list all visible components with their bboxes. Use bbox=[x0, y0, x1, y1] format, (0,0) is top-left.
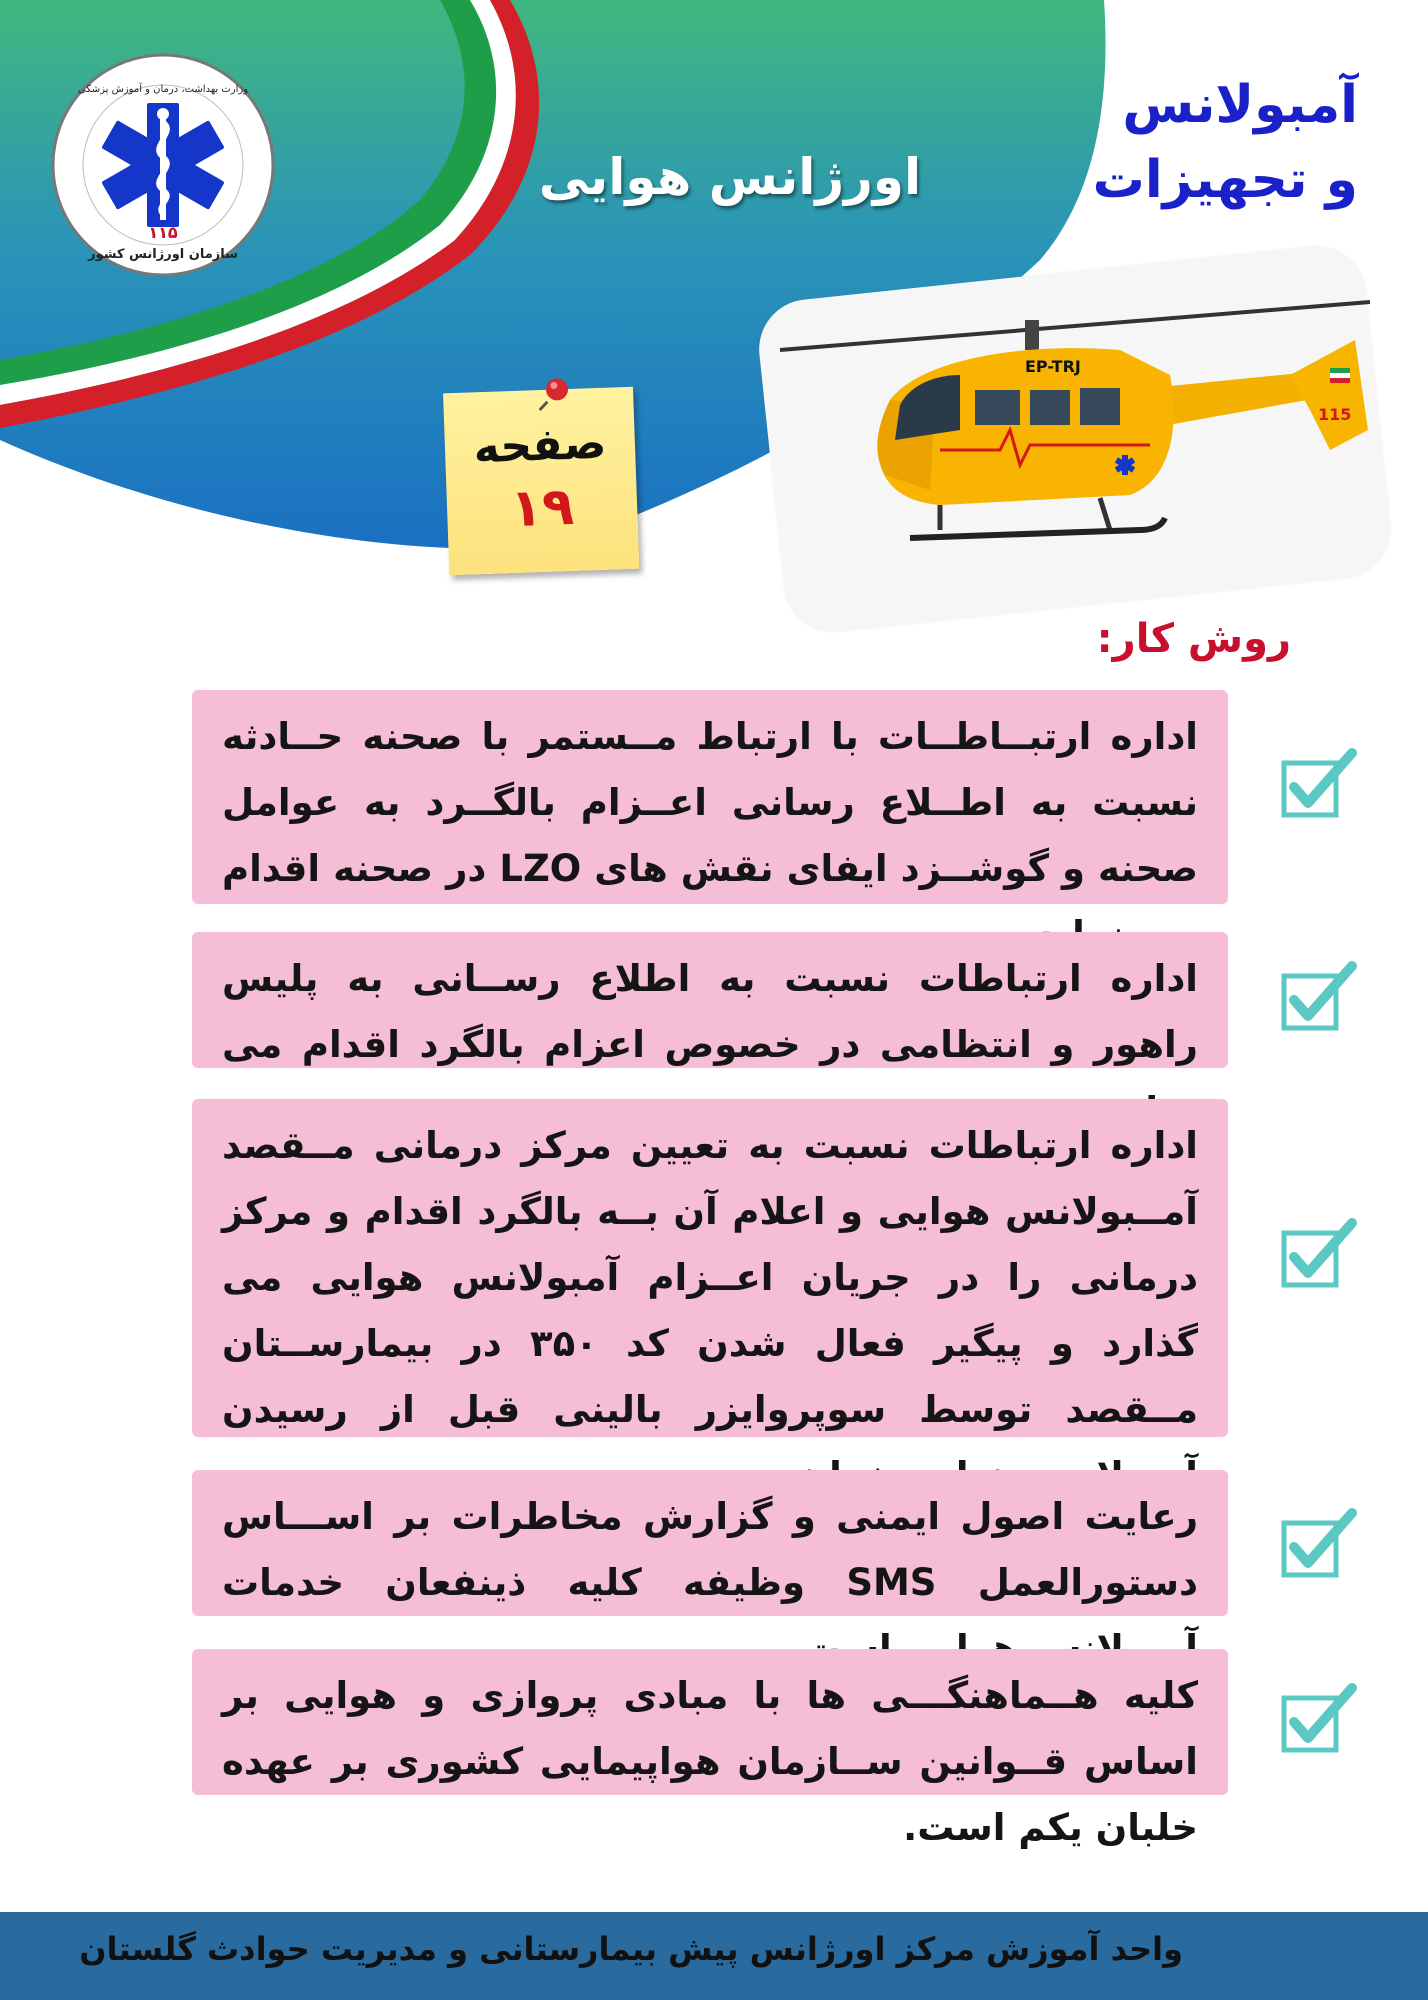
category-title-line-1: آمبولانس bbox=[1122, 75, 1358, 135]
emergency-organization-logo bbox=[50, 52, 276, 278]
checkbox-checked-icon bbox=[1280, 1505, 1360, 1585]
page-number: ۱۹ bbox=[509, 476, 575, 540]
category-title-line-2: و تجهیزات bbox=[1092, 150, 1358, 211]
page-label: صفحه bbox=[472, 417, 608, 474]
logo-top-text: وزارت بهداشت، درمان و آموزش پزشکی bbox=[77, 84, 249, 95]
footer-bar bbox=[0, 1912, 1428, 2000]
logo-bottom-text: سازمان اورژانس کشور bbox=[88, 247, 238, 262]
procedure-item bbox=[192, 1099, 1228, 1437]
procedure-item bbox=[192, 1470, 1228, 1616]
procedure-item-text: اداره ارتباطات نسبت به اطلاع رســانی به پلیس راهور و انتظامی در خصوص اعزام بالگرد اقدام می bbox=[222, 957, 1198, 1066]
checkbox-checked-icon bbox=[1280, 958, 1360, 1038]
procedure-item-text: کلیه هــماهنگـــی ها با مبادی پروازی و هوایی بر اساس قــوانین ســازمان هواپیمایی کشوری بر عهده خلبان یکم است. bbox=[222, 1674, 1198, 1849]
helicopter-registration: EP-TRJ bbox=[1025, 357, 1081, 376]
page-title: اورژانس هوایی bbox=[538, 148, 922, 206]
category-title bbox=[1058, 68, 1358, 219]
procedure-item bbox=[192, 1649, 1228, 1849]
procedure-item-text: رعایت اصول ایمنی و گزارش مخاطرات بر اســـاس دستورالعمل SMS وظیفه کلیه ذینفعان خدمات bbox=[222, 1495, 1199, 1604]
section-heading: روش کار: bbox=[1096, 616, 1291, 662]
procedure-item-text: اداره ارتبــاطــات با ارتباط مــستمر با صحنه حــادثه نسبت به اطــلاع رسانی اعــزام بالگــرد به عوامل صحنه و گوشــزد ایفای نقش های LZO در صحنه اقدام bbox=[222, 715, 1198, 890]
checkbox-checked-icon bbox=[1280, 1215, 1360, 1295]
procedure-item-text: اداره ارتباطات نسبت به تعیین مرکز درمانی مــقصد آمــبولانس هوایی و اعلام آن بــه بالگرد اقدام و مرکز درمانی را در جریان اعــزام آمبولانس هوایی می گذارد و پیگیر فعال شدن کد ۳۵۰ در بیمارســتان مــقصد توسط سوپروایزر بالینی قبل از رسیدن bbox=[222, 1124, 1198, 1431]
checkbox-checked-icon bbox=[1280, 1680, 1360, 1760]
air-ambulance-helicopter-image bbox=[770, 280, 1390, 600]
page-number-note bbox=[443, 377, 640, 576]
helicopter-tail-number: 115 bbox=[1318, 405, 1352, 424]
footer-text: واحد آموزش مرکز اورژانس پیش بیمارستانی و مدیریت حوادث گلستان bbox=[79, 1930, 1183, 1968]
logo-number: ۱۱۵ bbox=[148, 223, 178, 242]
procedure-item bbox=[192, 932, 1228, 1068]
checkbox-checked-icon bbox=[1280, 745, 1360, 825]
procedure-item bbox=[192, 690, 1228, 904]
push-pin-icon bbox=[534, 371, 575, 412]
